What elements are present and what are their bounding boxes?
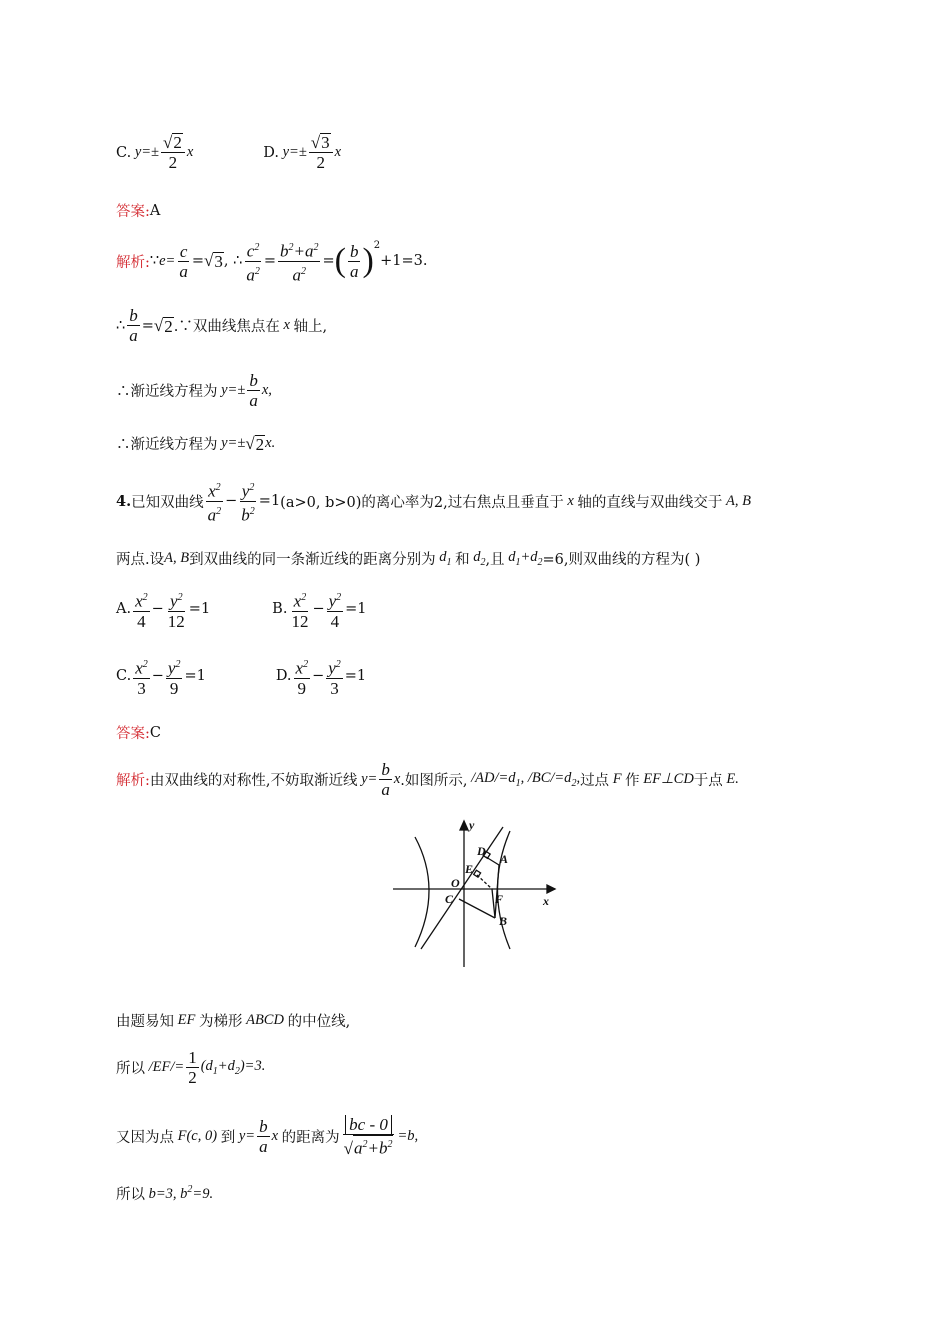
label-D: D (477, 844, 486, 858)
label-E: E (465, 862, 474, 876)
q3-analysis-line4: ∴渐近线方程为 y=± √ 2 x. (116, 433, 276, 454)
q4-step2: 所以 /EF/= $\frac{1}{2}$ $(d_1+d_2)=3$. (116, 1048, 266, 1087)
x-arrow (547, 885, 555, 893)
option-a-label: A. (116, 601, 132, 618)
answer-label: 答案: (116, 726, 150, 742)
right-angle-e (474, 870, 481, 877)
q4-step4: 所以 b=3, $b^2=9$. (116, 1184, 214, 1203)
option-c-fraction: √ 2 2 (161, 133, 185, 172)
q4-options-ab: A. $\frac{x^2}{4}$ − $\frac{y^2}{12}$ =1 B. $\frac{x^2}{12}$ − $\frac{y^2}{4}$ =1 (116, 588, 367, 631)
q3-analysis-line3: ∴渐近线方程为 y=± $\frac{b}{a}$ x, (116, 371, 272, 410)
label-F: F (495, 892, 504, 906)
q4-step3: 又因为点 F(c, 0) 到 y= $\frac{b}{a}$ x 的距离为 bc - 0 √ $a^2+b^2$ =b, (116, 1115, 419, 1158)
answer-value: A (149, 202, 161, 219)
q3-analysis-line2: ∴ $\frac{b}{a}$ = √ 2 .∵双曲线焦点在 x 轴上, (116, 306, 328, 345)
right-branch (498, 831, 511, 949)
label-B: B (499, 914, 508, 928)
segment-EF (477, 875, 492, 889)
label-C: C (445, 892, 454, 906)
q3-answer (116, 200, 160, 221)
answer-label: 答案: (116, 204, 150, 220)
option-d-formula: y=± (279, 144, 307, 160)
option-c-formula: y=± (131, 144, 159, 160)
q3-options-cd: C. y=± √ 2 2 x D. y=± √ 3 2 x (116, 133, 342, 172)
asymptote (421, 827, 503, 949)
y-arrow (460, 821, 468, 830)
q4-step1: 由题易知 EF 为梯形 ABCD 的中位线, (116, 1012, 351, 1030)
option-c-label: C. (116, 144, 132, 161)
q4-stem-line1: 4. 已知双曲线 $\frac{x^2}{a^2}$ − $\frac{y^2}{b^2}$ =1 (a>0, b>0)的离心率为2,过右焦点且垂直于 x 轴的直线与双曲线交于 A, B (116, 478, 751, 524)
hyperbola-figure (385, 815, 575, 975)
left-branch (415, 837, 429, 947)
option-d-label: D. (263, 144, 279, 161)
q3-analysis-line1: 解析: ∵ e= $\frac{c}{a}$ = √ 3 , ∴ $\frac{c^2}{a^2}$ = $\frac{b^2+a^2}{a^2}$ = ( $\frac{b}{a}$ ) $^2$ +1=3. (116, 240, 428, 285)
question-number: 4. (116, 492, 132, 510)
q4-analysis-line1: 解析: 由双曲线的对称性,不妨取渐近线 y= $\frac{b}{a}$ x .如图所示, $/AD/=d_1$, $/BC/=d_2$, 过点 F 作 EF⊥CD 于点 E. (116, 760, 739, 799)
option-d-fraction: √ 3 2 (309, 133, 333, 172)
answer-value: C (149, 724, 161, 741)
label-A: A (500, 852, 509, 866)
option-b-label: B. (272, 601, 288, 618)
label-x: x (543, 894, 549, 908)
analysis-label: 解析: (116, 254, 150, 271)
q4-answer (116, 722, 161, 743)
q4-options-cd: C. $\frac{x^2}{3}$ − $\frac{y^2}{9}$ =1 D. $\frac{x^2}{9}$ − $\frac{y^2}{3}$ =1 (116, 655, 366, 698)
option-c-label: C. (116, 668, 132, 685)
option-d-label: D. (275, 668, 292, 685)
analysis-label: 解析: (116, 773, 150, 789)
label-O: O (451, 876, 460, 890)
q4-stem-line2: 两点.设 A, B 到双曲线的同一条渐近线的距离分别为 $d_1$ 和 $d_2$ ,且 $d_1+d_2$ =6,则双曲线的方程为( ) (116, 549, 701, 568)
label-y: y (469, 818, 475, 832)
